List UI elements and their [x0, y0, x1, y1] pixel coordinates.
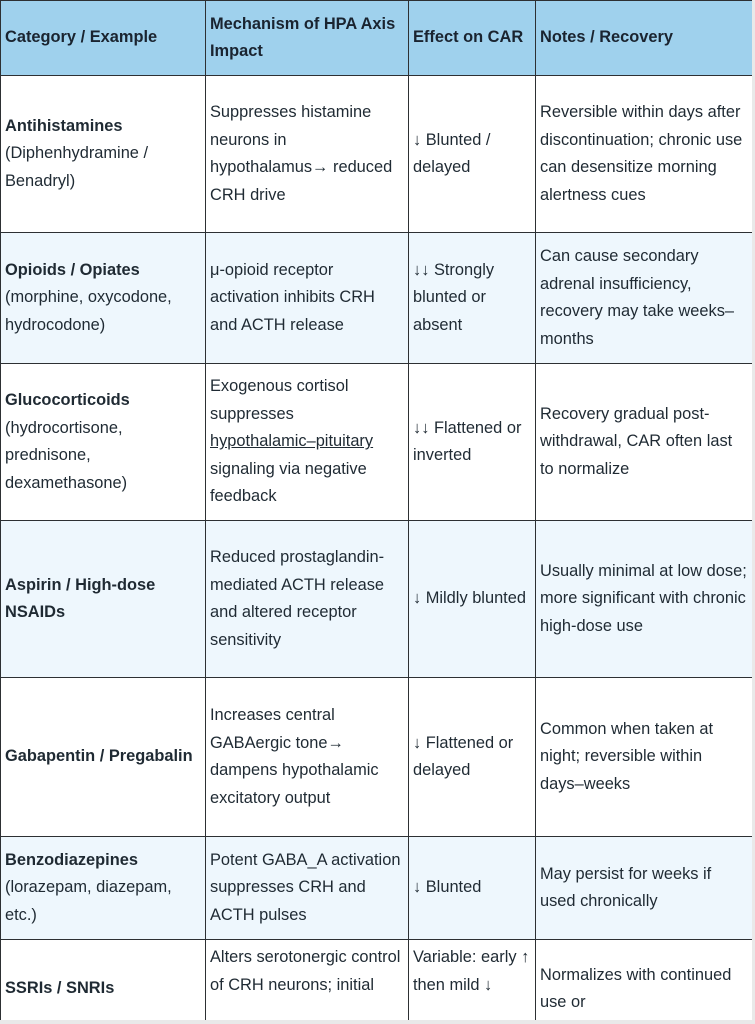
category-cell	[1, 678, 206, 837]
table-row	[1, 837, 753, 940]
notes-cell: Can cause secondary adrenal insufficiency, recovery may take weeks–months	[536, 233, 753, 364]
notes-cell: Common when taken at night; reversible within days–weeks	[536, 678, 753, 837]
category-cell	[1, 233, 206, 364]
category-examples: (morphine, oxycodone, hydrocodone)	[5, 288, 172, 334]
effect-cell: ↓ Blunted / delayed	[409, 76, 536, 233]
mechanism-text-underlined: hypothalamic–pituitary	[210, 432, 374, 451]
mechanism-cell: μ-opioid receptor activation inhibits CRH and ACTH release	[206, 233, 409, 364]
category-name: Opioids / Opiates	[5, 260, 140, 279]
category-cell	[1, 940, 206, 1021]
category-cell	[1, 364, 206, 521]
table-row	[1, 521, 753, 678]
notes-cell: Normalizes with continued use or	[536, 940, 753, 1021]
notes-cell: Reversible within days after discontinuation; chronic use can desensitize morning alertness cues	[536, 76, 753, 233]
category-name: Aspirin / High-dose NSAIDs	[5, 575, 156, 621]
header-mechanism: Mechanism of HPA Axis Impact	[206, 1, 409, 76]
category-cell	[1, 76, 206, 233]
mechanism-cell: Suppresses histamine neurons in hypothalamus→ reduced CRH drive	[206, 76, 409, 233]
table-row	[1, 233, 753, 364]
category-cell	[1, 837, 206, 940]
header-notes: Notes / Recovery	[536, 1, 753, 76]
header-row	[1, 1, 753, 76]
mechanism-cell: Potent GABA_A activation suppresses CRH and ACTH pulses	[206, 837, 409, 940]
table-row	[1, 364, 753, 521]
notes-cell: Usually minimal at low dose; more significant with chronic high-dose use	[536, 521, 753, 678]
category-examples: (hydrocortisone, prednisone, dexamethasone)	[5, 418, 128, 492]
mechanism-text-pre: Exogenous cortisol suppresses	[210, 377, 349, 423]
category-name: Benzodiazepines	[5, 850, 138, 869]
category-examples: (Diphenhydramine / Benadryl)	[5, 144, 149, 190]
category-name: SSRIs / SNRIs	[5, 979, 115, 998]
mechanism-cell	[206, 364, 409, 521]
table-row	[1, 678, 753, 837]
notes-cell: Recovery gradual post-withdrawal, CAR often last to normalize	[536, 364, 753, 521]
category-name: Glucocorticoids	[5, 391, 130, 409]
category-examples: (lorazepam, diazepam, etc.)	[5, 878, 172, 924]
effect-cell: ↓↓ Flattened or inverted	[409, 364, 536, 521]
mechanism-cell: Reduced prostaglandin-mediated ACTH release and altered receptor sensitivity	[206, 521, 409, 678]
mechanism-cell: Increases central GABAergic tone→ dampens hypothalamic excitatory output	[206, 678, 409, 837]
category-cell	[1, 521, 206, 678]
table-row	[1, 76, 753, 233]
mechanism-cell: Alters serotonergic control of CRH neurons; initial	[206, 940, 409, 1021]
effect-cell: ↓ Flattened or delayed	[409, 678, 536, 837]
effect-cell: ↓ Blunted	[409, 837, 536, 940]
mechanism-text-post: signaling via negative feedback	[210, 459, 367, 506]
header-effect: Effect on CAR	[409, 1, 536, 76]
effect-cell: ↓↓ Strongly blunted or absent	[409, 233, 536, 364]
effect-cell: ↓ Mildly blunted	[409, 521, 536, 678]
notes-cell: May persist for weeks if used chronically	[536, 837, 753, 940]
category-name: Gabapentin / Pregabalin	[5, 747, 193, 766]
header-category: Category / Example	[1, 1, 206, 76]
category-name: Antihistamines	[5, 116, 123, 135]
table-row	[1, 940, 753, 1021]
effect-cell: Variable: early ↑ then mild ↓	[409, 940, 536, 1021]
